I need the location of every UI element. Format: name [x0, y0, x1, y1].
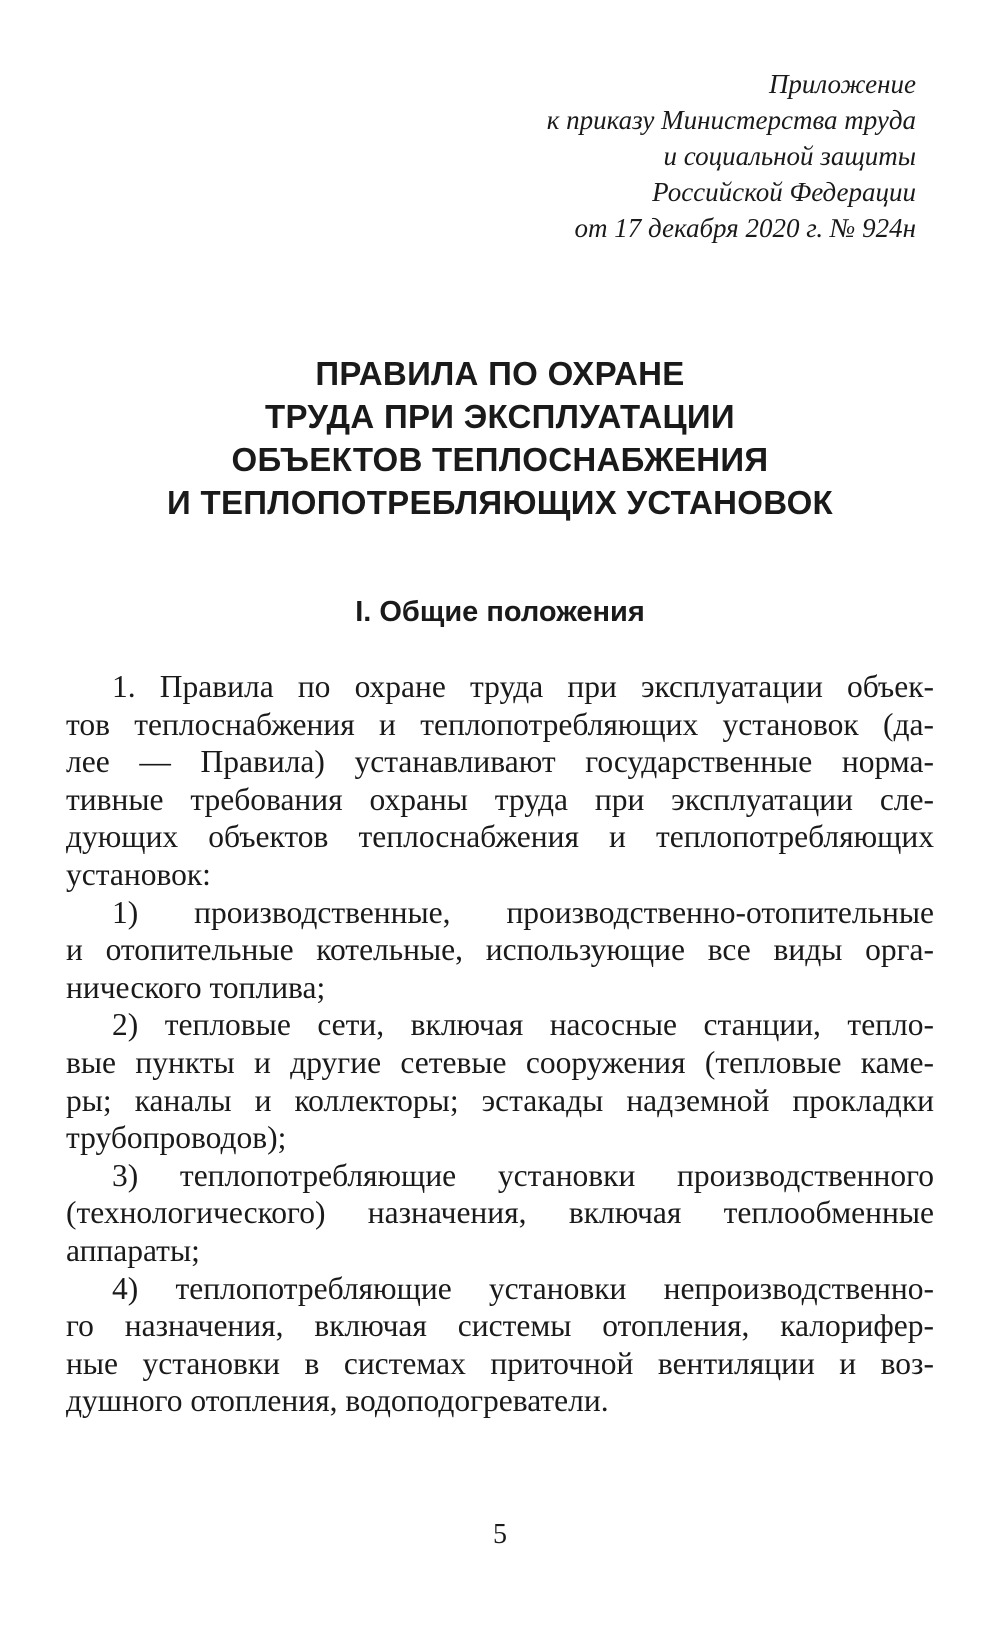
title-line: И ТЕПЛОПОТРЕБЛЯЮЩИХ УСТАНОВОК [167, 484, 833, 521]
page-number: 5 [493, 1519, 507, 1550]
body-line: трубопроводов); [66, 1120, 287, 1156]
appendix-line: от 17 декабря 2020 г. № 924н [574, 213, 916, 243]
body-line: дующих объектов теплоснабжения и теплопотребляющих [66, 819, 934, 855]
body-line: душного отопления, водоподогреватели. [66, 1383, 609, 1419]
body-line: 4) теплопотребляющие установки непроизводственно- [112, 1270, 934, 1306]
body-line: вые пункты и другие сетевые сооружения (тепловые каме- [66, 1044, 934, 1080]
body-line: (технологического) назначения, включая теплообменные [66, 1195, 934, 1231]
section-heading: I. Общие положения [355, 596, 645, 628]
title-line: ТРУДА ПРИ ЭКСПЛУАТАЦИИ [265, 398, 735, 435]
document-title [0, 352, 1000, 524]
body-line: нического топлива; [66, 969, 326, 1005]
appendix-line: к приказу Министерства труда [546, 105, 916, 135]
body-line: го назначения, включая системы отопления, калорифер- [66, 1308, 934, 1344]
body-line: 1. Правила по охране труда при эксплуатации объек- [112, 669, 934, 704]
title-line: ОБЪЕКТОВ ТЕПЛОСНАБЖЕНИЯ [231, 441, 769, 478]
appendix-reference [396, 66, 916, 246]
body-line: 3) теплопотребляющие установки производственного [112, 1157, 934, 1193]
body-line: 1) производственные, производственно-отопительные [112, 894, 934, 930]
appendix-line: Российской Федерации [652, 177, 916, 207]
body-text [66, 668, 934, 1420]
title-line: ПРАВИЛА ПО ОХРАНЕ [315, 355, 685, 392]
appendix-line: и социальной защиты [663, 141, 916, 171]
body-line: установок: [66, 856, 211, 892]
body-line: и отопительные котельные, использующие все виды орга- [66, 932, 934, 968]
body-line: лее — Правила) устанавливают государственные норма- [66, 744, 934, 780]
body-line: ры; каналы и коллекторы; эстакады надземной прокладки [66, 1082, 934, 1118]
body-line: тов теплоснабжения и теплопотребляющих установок (да- [66, 706, 934, 742]
body-line: ные установки в системах приточной вентиляции и воз- [66, 1345, 934, 1381]
body-line: 2) тепловые сети, включая насосные станции, тепло- [112, 1007, 934, 1043]
appendix-line: Приложение [768, 69, 916, 99]
body-line: аппараты; [66, 1232, 200, 1268]
body-line: тивные требования охраны труда при эксплуатации сле- [66, 781, 934, 817]
